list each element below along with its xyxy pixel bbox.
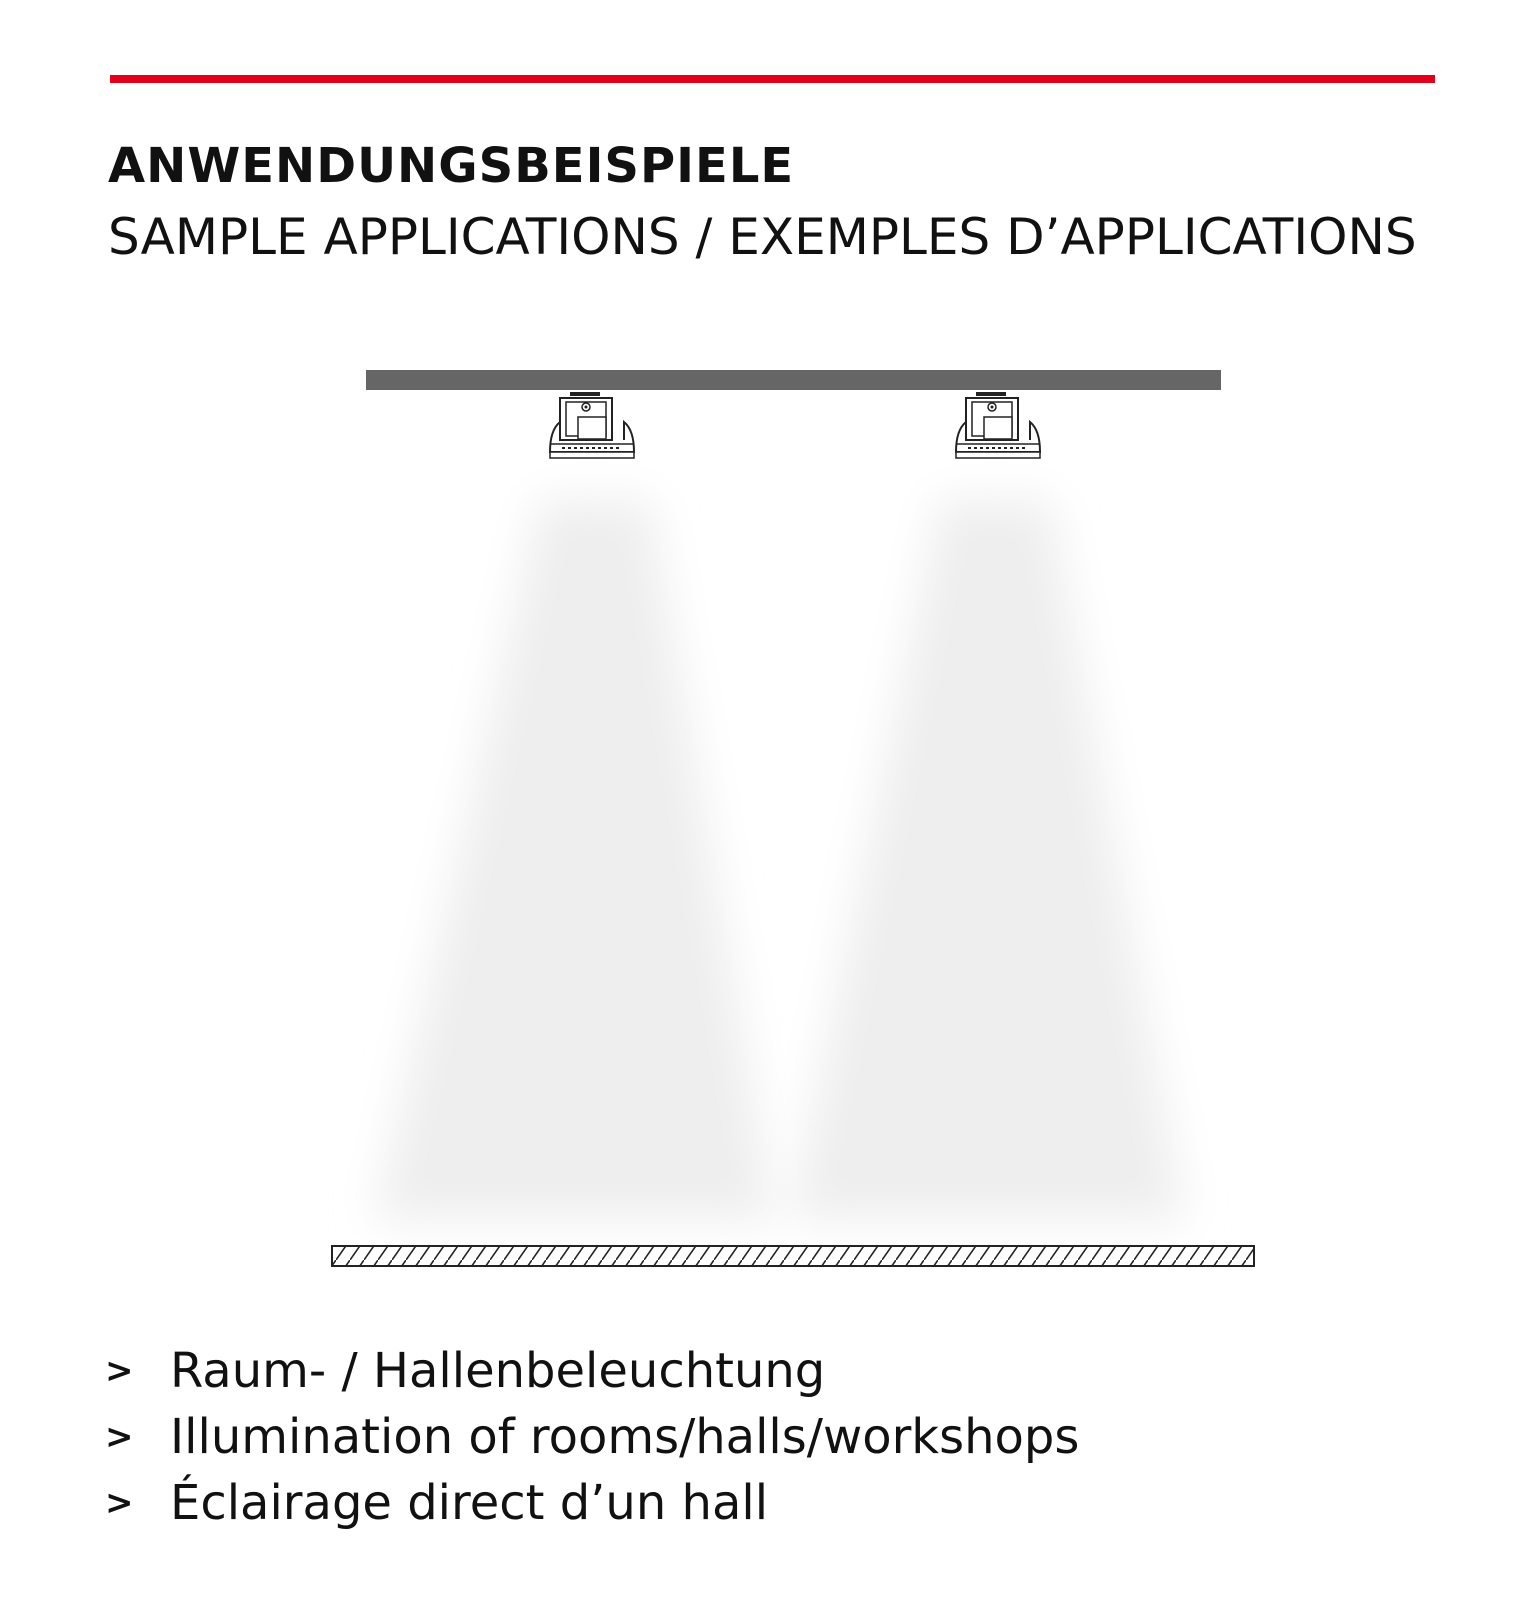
list-item-text: Éclairage direct d’un hall <box>170 1475 769 1531</box>
page-title: ANWENDUNGSBEISPIELE <box>108 138 795 194</box>
luminaire-icon <box>956 392 1040 458</box>
list-item-text: Illumination of rooms/halls/workshops <box>170 1409 1080 1465</box>
list-item <box>105 1404 1079 1470</box>
list-item <box>105 1470 1079 1536</box>
applications-list <box>105 1338 1079 1536</box>
list-item-text: Raum- / Hallenbeleuchtung <box>170 1343 826 1399</box>
list-item <box>105 1338 1079 1404</box>
page-subtitle: SAMPLE APPLICATIONS / EXEMPLES D’APPLICATIONS <box>108 208 1417 266</box>
luminaire-icon <box>550 392 634 458</box>
chevron-right-icon: > <box>105 1483 134 1523</box>
ceiling-beam <box>366 370 1221 390</box>
light-cone-right <box>790 500 1185 1220</box>
chevron-right-icon: > <box>105 1417 134 1457</box>
light-cone-left <box>375 500 775 1220</box>
chevron-right-icon: > <box>105 1351 134 1391</box>
hatched-floor <box>332 1246 1254 1266</box>
